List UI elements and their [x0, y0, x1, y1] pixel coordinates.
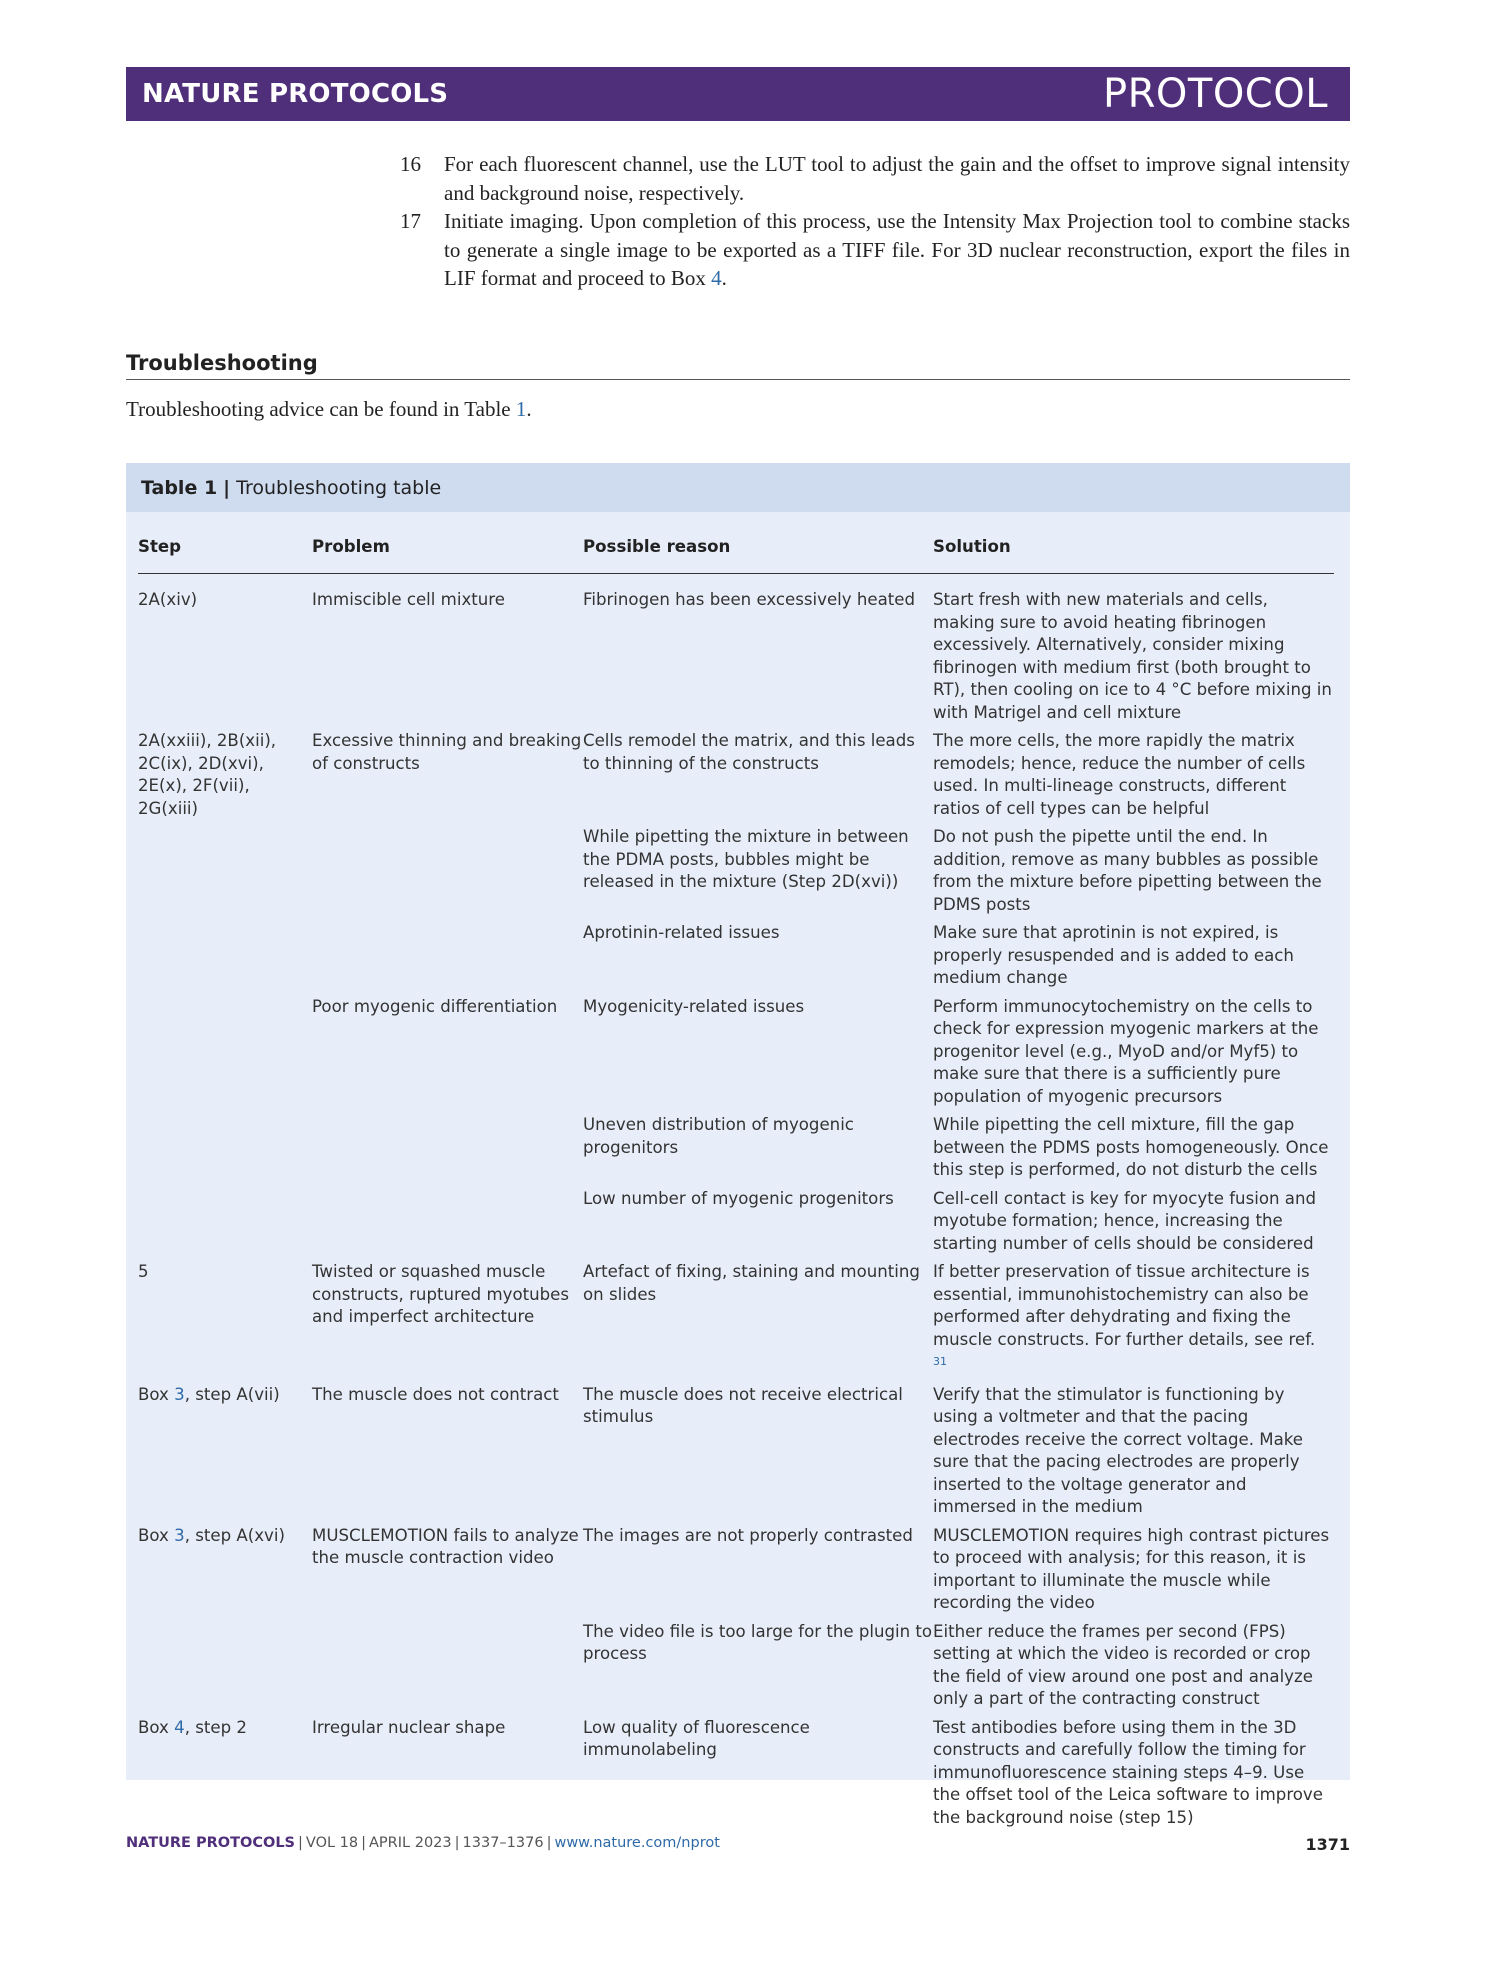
footer-url-link[interactable]: www.nature.com/nprot	[554, 1835, 720, 1851]
box-ref-link[interactable]: 4	[174, 1717, 185, 1737]
cell-reason: Low quality of fluorescence immunolabeling	[583, 1717, 810, 1759]
section-heading-troubleshooting: Troubleshooting	[126, 351, 1350, 380]
cell-step	[138, 1717, 312, 1836]
table-row	[138, 1621, 1334, 1717]
table-header-row	[138, 521, 1334, 574]
cell-solution	[933, 922, 1334, 996]
table-label-separator: |	[223, 476, 231, 499]
footer-pages: 1337–1376	[462, 1835, 544, 1851]
cell-problem	[312, 1188, 583, 1262]
table-row	[138, 1188, 1334, 1262]
footer-journal: NATURE PROTOCOLS	[126, 1835, 296, 1851]
table-row	[138, 730, 1334, 826]
step-prefix: Box	[138, 1384, 175, 1404]
cell-step	[138, 1114, 312, 1188]
solution-text: Start fresh with new materials and cells, making sure to avoid heating fibrinogen excessively. Alternatively, consider mixing fibrinogen with medium first (both brought to RT), then cooling on ice to 4 °C before mixing in with Matrigel and cell mixture	[933, 590, 1332, 722]
step-suffix: , step A(xvi)	[184, 1525, 285, 1545]
page-number: 1371	[1305, 1835, 1350, 1854]
column-header-reason: Possible reason	[583, 521, 933, 574]
table-body	[138, 574, 1334, 1836]
journal-name: NATURE PROTOCOLS	[142, 79, 449, 109]
cell-reason: The images are not properly contrasted	[583, 1525, 913, 1545]
page-footer	[126, 1835, 1350, 1854]
cell-problem: MUSCLEMOTION fails to analyze the muscle contraction video	[312, 1525, 579, 1567]
cell-step	[138, 826, 312, 922]
cell-reason: The muscle does not receive electrical stimulus	[583, 1384, 903, 1426]
procedure-steps	[400, 150, 1350, 293]
solution-text: Make sure that aprotinin is not expired, is properly resuspended and is added to each medium change	[933, 923, 1294, 987]
cell-solution	[933, 1114, 1334, 1188]
solution-text: Perform immunocytochemistry on the cells to check for expression myogenic markers at the progenitor level (e.g., MyoD and/or Myf5) to make sure that there is a sufficiently pure population of myogenic precursors	[933, 996, 1319, 1106]
solution-text: Cell-cell contact is key for myocyte fusion and myotube formation; hence, increasing the starting number of cells should be considered	[933, 1188, 1316, 1253]
cell-problem: Twisted or squashed muscle constructs, ruptured myotubes and imperfect architecture	[312, 1262, 570, 1326]
table-label: Table 1	[141, 476, 218, 499]
cell-step	[138, 1525, 312, 1621]
cell-reason: Fibrinogen has been excessively heated	[583, 590, 916, 609]
footer-separator: |	[361, 1835, 367, 1851]
step-17	[400, 207, 1350, 293]
solution-text: While pipetting the cell mixture, fill the gap between the PDMS posts homogeneously. Once this step is performed, do not disturb the cells	[933, 1115, 1329, 1179]
paragraph-text: .	[526, 397, 532, 421]
solution-text: Test antibodies before using them in the 3D constructs and carefully follow the timing for immunofluorescence staining steps 4–9. Use the offset tool of the Leica software to improve the background noise (step 15)	[933, 1717, 1323, 1827]
cell-step: 2A(xiv)	[138, 590, 198, 609]
cell-problem: Immiscible cell mixture	[312, 590, 505, 609]
cell-step	[138, 996, 312, 1115]
box-4-link[interactable]: 4	[711, 266, 722, 290]
cell-solution	[933, 730, 1334, 826]
step-text: For each fluorescent channel, use the LUT tool to adjust the gain and the offset to improve signal intensity and background noise, respectively.	[444, 152, 1350, 205]
table-row	[138, 826, 1334, 922]
step-number: 17	[400, 209, 421, 233]
box-ref-link[interactable]: 3	[174, 1525, 185, 1545]
cell-solution	[933, 1188, 1334, 1262]
solution-text: Verify that the stimulator is functioning by using a voltmeter and that the pacing electrodes receive the correct voltage. Make sure that the pacing electrodes are properly inserted to the voltage generator and immersed in the medium	[933, 1384, 1303, 1516]
table-grid	[138, 521, 1334, 1835]
table-title: Troubleshooting table	[236, 476, 442, 499]
table-1-link[interactable]: 1	[515, 397, 527, 421]
journal-header-bar	[126, 67, 1350, 121]
table-row	[138, 1384, 1334, 1525]
section-paragraph	[126, 397, 532, 422]
cell-problem	[312, 922, 583, 996]
column-header-problem: Problem	[312, 521, 583, 574]
troubleshooting-table	[126, 463, 1350, 1827]
solution-text: The more cells, the more rapidly the matrix remodels; hence, reduce the number of cells used. In multi-lineage constructs, different ratios of cell types can be helpful	[933, 731, 1306, 818]
cell-step: 5	[138, 1262, 149, 1281]
table-caption	[126, 463, 1350, 512]
table-row	[138, 922, 1334, 996]
article-type: PROTOCOL	[1102, 71, 1328, 117]
cell-reason: Aprotinin-related issues	[583, 923, 780, 942]
step-number: 16	[400, 152, 421, 176]
step-suffix: , step A(vii)	[184, 1384, 280, 1404]
citation-link[interactable]: 31	[933, 1355, 947, 1368]
footer-date: APRIL 2023	[369, 1835, 452, 1851]
footer-volume: VOL 18	[305, 1835, 359, 1851]
step-text-part: .	[721, 266, 727, 290]
solution-text: If better preservation of tissue architecture is essential, immunohistochemistry can also be performed after dehydrating and fixing the muscle constructs. For further details, see ref.	[933, 1262, 1316, 1349]
cell-solution	[933, 1525, 1334, 1621]
cell-solution	[933, 1717, 1334, 1836]
table-row	[138, 1525, 1334, 1621]
box-ref-link[interactable]: 3	[174, 1384, 185, 1404]
table-row	[138, 996, 1334, 1115]
table-row	[138, 1261, 1334, 1384]
cell-problem: The muscle does not contract	[312, 1384, 559, 1404]
cell-solution	[933, 1384, 1334, 1525]
cell-step	[138, 1188, 312, 1262]
step-prefix: Box	[138, 1525, 175, 1545]
column-header-solution: Solution	[933, 521, 1334, 574]
cell-reason: Uneven distribution of myogenic progenitors	[583, 1115, 854, 1157]
cell-reason: The video file is too large for the plugin to process	[583, 1621, 933, 1663]
table-row	[138, 1717, 1334, 1836]
cell-solution	[933, 574, 1334, 731]
step-text-part: Initiate imaging. Upon completion of this process, use the Intensity Max Projection tool to combine stacks to generate a single image to be exported as a TIFF file. For 3D nuclear reconstruction, export the files in LIF format and proceed to Box	[444, 209, 1350, 290]
step-16	[400, 150, 1350, 207]
solution-text: Do not push the pipette until the end. In addition, remove as many bubbles as possible from the mixture before pipetting between the PDMS posts	[933, 827, 1322, 914]
cell-step	[138, 922, 312, 996]
cell-problem	[312, 1621, 583, 1717]
cell-step: 2A(xxiii), 2B(xii), 2C(ix), 2D(xvi), 2E(x), 2F(vii), 2G(xiii)	[138, 731, 277, 818]
table-row	[138, 1114, 1334, 1188]
step-prefix: Box	[138, 1717, 175, 1737]
cell-step	[138, 1621, 312, 1717]
cell-reason: Cells remodel the matrix, and this leads to thinning of the constructs	[583, 731, 915, 773]
cell-solution	[933, 1621, 1334, 1717]
cell-solution	[933, 826, 1334, 922]
cell-step	[138, 1384, 312, 1525]
footer-separator: |	[298, 1835, 303, 1851]
paragraph-text: Troubleshooting advice can be found in Table	[126, 397, 516, 421]
cell-reason: While pipetting the mixture in between the PDMA posts, bubbles might be released in the mixture (Step 2D(xvi))	[583, 827, 909, 891]
footer-separator: |	[546, 1835, 552, 1851]
cell-solution	[933, 1261, 1334, 1384]
cell-reason: Myogenicity-related issues	[583, 996, 805, 1016]
cell-problem: Excessive thinning and breaking of constructs	[312, 731, 582, 773]
table-row	[138, 574, 1334, 731]
step-text	[444, 207, 1350, 293]
cell-reason: Low number of myogenic progenitors	[583, 1188, 894, 1208]
column-header-step: Step	[138, 521, 312, 574]
cell-problem: Poor myogenic differentiation	[312, 996, 558, 1016]
cell-problem	[312, 826, 583, 922]
cell-reason: Artefact of fixing, staining and mounting on slides	[583, 1262, 920, 1304]
cell-problem	[312, 1114, 583, 1188]
step-suffix: , step 2	[184, 1717, 247, 1737]
solution-text: MUSCLEMOTION requires high contrast pictures to proceed with analysis; for this reason, it is important to illuminate the muscle while recording the video	[933, 1525, 1330, 1612]
solution-text: Either reduce the frames per second (FPS) setting at which the video is recorded or crop the field of view around one post and analyze only a part of the contracting construct	[933, 1621, 1313, 1708]
cell-problem: Irregular nuclear shape	[312, 1717, 506, 1737]
cell-solution	[933, 996, 1334, 1115]
footer-separator: |	[454, 1835, 460, 1851]
